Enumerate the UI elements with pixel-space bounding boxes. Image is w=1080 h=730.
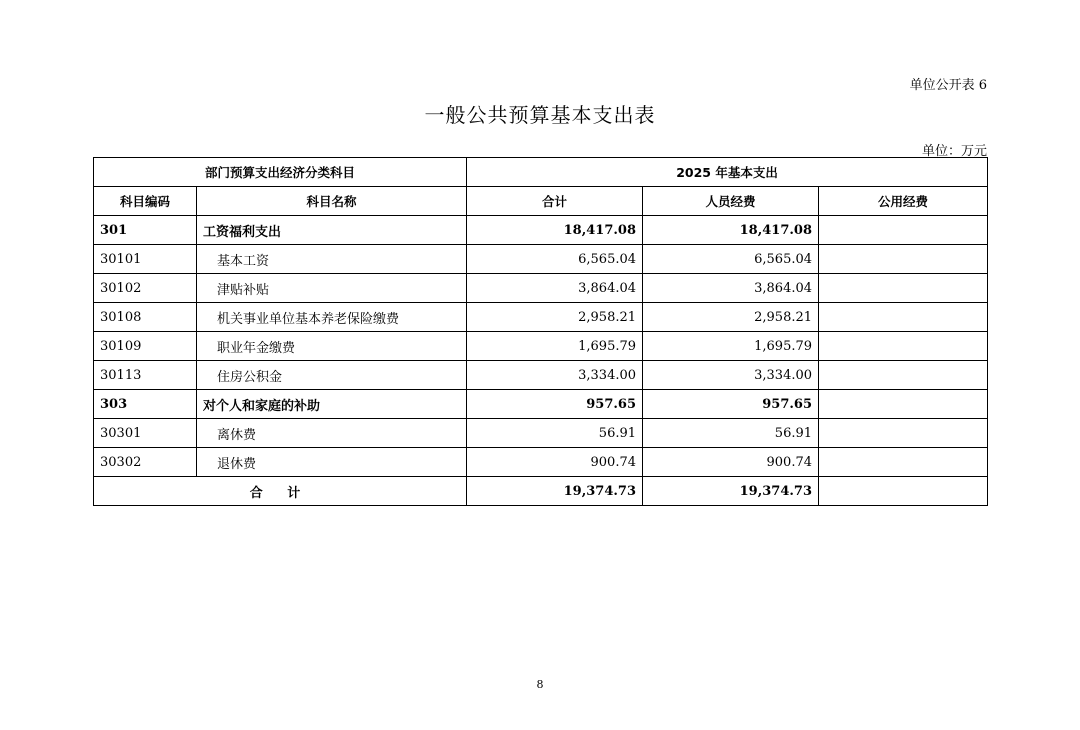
cell-name: 职业年金缴费 [197, 332, 467, 361]
cell-code: 30108 [94, 303, 197, 332]
cell-personnel: 6,565.04 [643, 245, 819, 274]
cell-code: 301 [94, 216, 197, 245]
column-header-public: 公用经费 [819, 187, 988, 216]
cell-total: 6,565.04 [467, 245, 643, 274]
unit-label: 单位：万元 [921, 144, 987, 159]
cell-total: 3,334.00 [467, 361, 643, 390]
cell-personnel: 2,958.21 [643, 303, 819, 332]
cell-public [819, 332, 988, 361]
cell-total: 2,958.21 [467, 303, 643, 332]
cell-personnel: 18,417.08 [643, 216, 819, 245]
cell-name: 对个人和家庭的补助 [197, 390, 467, 419]
cell-personnel: 56.91 [643, 419, 819, 448]
total-row [94, 477, 988, 506]
cell-total: 1,695.79 [467, 332, 643, 361]
table-row [94, 274, 988, 303]
table-id-label: 单位公开表 6 [909, 78, 987, 93]
cell-public [819, 303, 988, 332]
cell-name: 离休费 [197, 419, 467, 448]
document-title: 一般公共预算基本支出表 [424, 103, 656, 127]
column-header-row [94, 187, 988, 216]
cell-name: 津贴补贴 [197, 274, 467, 303]
cell-public [819, 448, 988, 477]
cell-name: 机关事业单位基本养老保险缴费 [197, 303, 467, 332]
group-header-basic-expenditure: 2025 年基本支出 [467, 158, 988, 187]
cell-name: 退休费 [197, 448, 467, 477]
table-row [94, 361, 988, 390]
cell-total: 56.91 [467, 419, 643, 448]
cell-personnel: 3,864.04 [643, 274, 819, 303]
cell-total: 900.74 [467, 448, 643, 477]
budget-table [93, 157, 988, 506]
table-row [94, 390, 988, 419]
column-header-personnel: 人员经费 [643, 187, 819, 216]
cell-personnel: 3,334.00 [643, 361, 819, 390]
cell-code: 30301 [94, 419, 197, 448]
cell-code: 30101 [94, 245, 197, 274]
total-cell-total: 19,374.73 [467, 477, 643, 506]
table-body [94, 158, 988, 506]
table-row [94, 332, 988, 361]
column-header-code: 科目编码 [94, 187, 197, 216]
cell-code: 30102 [94, 274, 197, 303]
cell-total: 3,864.04 [467, 274, 643, 303]
column-header-total: 合计 [467, 187, 643, 216]
cell-public [819, 361, 988, 390]
cell-total: 957.65 [467, 390, 643, 419]
table-row [94, 245, 988, 274]
cell-personnel: 1,695.79 [643, 332, 819, 361]
total-label: 合 计 [94, 477, 467, 506]
cell-public [819, 216, 988, 245]
column-header-name: 科目名称 [197, 187, 467, 216]
cell-public [819, 390, 988, 419]
table-row [94, 448, 988, 477]
group-header-classification: 部门预算支出经济分类科目 [94, 158, 467, 187]
cell-public [819, 274, 988, 303]
table-row [94, 419, 988, 448]
cell-name: 工资福利支出 [197, 216, 467, 245]
cell-personnel: 957.65 [643, 390, 819, 419]
cell-name: 基本工资 [197, 245, 467, 274]
cell-public [819, 419, 988, 448]
total-cell-personnel: 19,374.73 [643, 477, 819, 506]
cell-code: 30113 [94, 361, 197, 390]
total-cell-public [819, 477, 988, 506]
cell-public [819, 245, 988, 274]
cell-code: 30109 [94, 332, 197, 361]
cell-personnel: 900.74 [643, 448, 819, 477]
cell-code: 30302 [94, 448, 197, 477]
table-row [94, 303, 988, 332]
group-header-row [94, 158, 988, 187]
cell-code: 303 [94, 390, 197, 419]
cell-name: 住房公积金 [197, 361, 467, 390]
page-number: 8 [536, 678, 544, 691]
table-row [94, 216, 988, 245]
cell-total: 18,417.08 [467, 216, 643, 245]
